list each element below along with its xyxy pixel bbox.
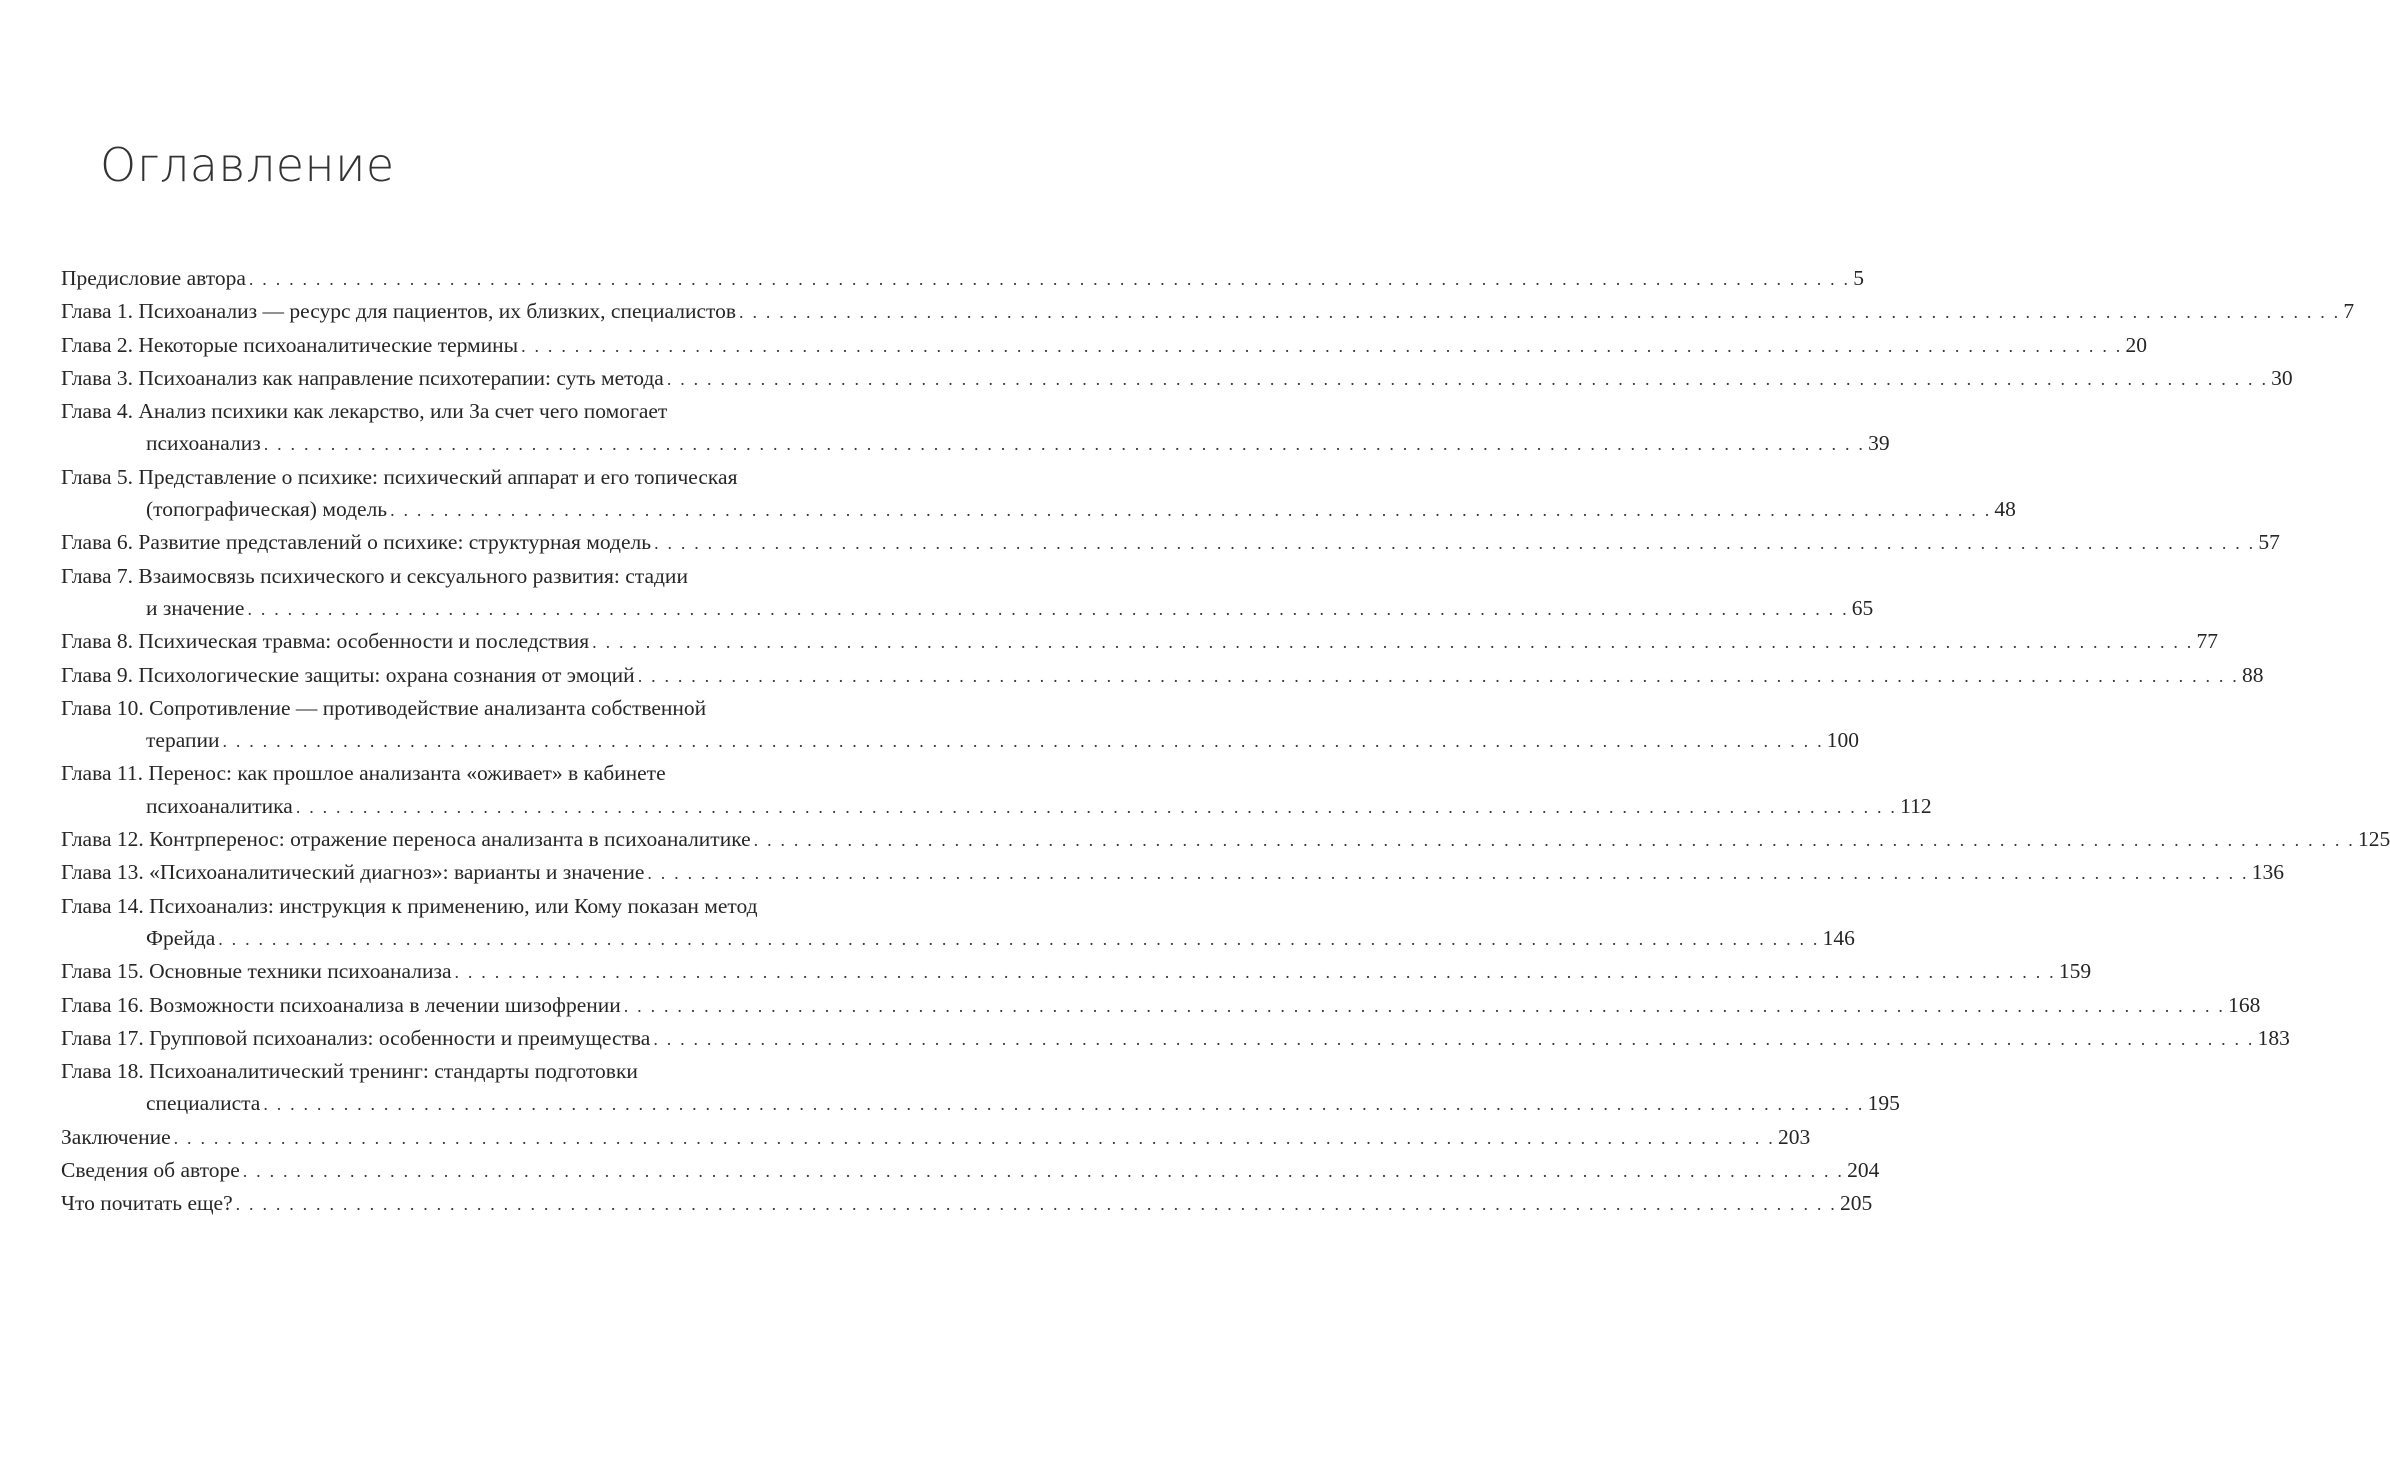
toc-entry-line (61, 823, 2390, 856)
toc-entry-line (61, 790, 1932, 823)
toc-entry (61, 362, 2293, 395)
toc-entry-title: Фрейда (146, 925, 216, 950)
toc-entry-page: 65 (1851, 595, 1874, 620)
dot-leader: . . . . . . . . . . . . . . . . . . . . . . . . . . . . . . . . . . . . . . . . . . . . . . . . . . . . . . . . . . . . . . . . . . . . . . . . . . . . . . . . . . . . . . . . . . . . . . . . . . . . . . . . . . . . . . . . . . . . . . . . (666, 368, 2269, 389)
toc-entry (61, 757, 1932, 823)
toc-entry-page: 205 (1839, 1191, 1873, 1216)
toc-entry-page: 146 (1822, 925, 1855, 950)
toc-entry (61, 262, 1864, 295)
toc-entry-title: терапии (146, 728, 220, 753)
toc-entry-line (61, 592, 1874, 625)
toc-entry-line (61, 625, 2218, 658)
toc-entry-line (61, 856, 2284, 889)
toc-entry-page: 183 (2257, 1025, 2290, 1050)
toc-entry-line (61, 427, 1890, 460)
toc-entry-page: 20 (2125, 332, 2147, 357)
toc-entry (61, 989, 2261, 1022)
toc-entry-page: 112 (1900, 793, 1932, 818)
dot-leader: . . . . . . . . . . . . . . . . . . . . . . . . . . . . . . . . . . . . . . . . . . . . . . . . . . . . . . . . . . . . . . . . . . . . . . . . . . . . . . . . . . . . . . . . . . . . . . . . . . . . . . . . . . . . . . . . . . . . . . . . (247, 598, 1849, 619)
toc-entry-line (61, 526, 2280, 559)
toc-entry-title: Глава 9. Психологические защиты: охрана сознания от эмоций (61, 662, 635, 687)
toc-entry (61, 1121, 1811, 1154)
toc-entry-title: Глава 18. Психоаналитический тренинг: стандарты подготовки (61, 1059, 638, 1084)
toc-entry-page: 195 (1867, 1091, 1900, 1116)
toc-entry-page: 5 (1853, 266, 1864, 290)
dot-leader: . . . . . . . . . . . . . . . . . . . . . . . . . . . . . . . . . . . . . . . . . . . . . . . . . . . . . . . . . . . . . . . . . . . . . . . . . . . . . . . . . . . . . . . . . . . . . . . . . . . . . . . . . . . . . . . . . . . . . . . . (521, 335, 2123, 356)
toc-entry-page: 48 (1994, 497, 2016, 522)
dot-leader: . . . . . . . . . . . . . . . . . . . . . . . . . . . . . . . . . . . . . . . . . . . . . . . . . . . . . . . . . . . . . . . . . . . . . . . . . . . . . . . . . . . . . . . . . . . . . . . . . . . . . . . . . . . . . . . . . . . . . . . . (295, 796, 1898, 817)
toc-entry-title: Глава 13. «Психоаналитический диагноз»: варианты и значение (61, 860, 645, 885)
toc-entry-line (61, 1187, 1873, 1220)
toc-entry-page: 168 (2228, 992, 2261, 1017)
toc-entry-title: психоаналитика (146, 793, 293, 818)
toc-entry-page: 159 (2058, 959, 2092, 984)
dot-leader: . . . . . . . . . . . . . . . . . . . . . . . . . . . . . . . . . . . . . . . . . . . . . . . . . . . . . . . . . . . . . . . . . . . . . . . . . . . . . . . . . . . . . . . . . . . . . . . . . . . . . . . . . . . . . . . . . . . . . . . . (592, 632, 2194, 653)
toc-entry (61, 955, 2092, 988)
toc-entry-title: Глава 12. Контрперенос: отражение переноса анализанта в психоаналитике (61, 827, 751, 852)
toc-entry (61, 329, 2147, 362)
toc-entry-page: 100 (1826, 728, 1860, 753)
toc-entry-line (61, 1154, 1880, 1187)
toc-entry-line (61, 724, 1860, 757)
dot-leader: . . . . . . . . . . . . . . . . . . . . . . . . . . . . . . . . . . . . . . . . . . . . . . . . . . . . . . . . . . . . . . . . . . . . . . . . . . . . . . . . . . . . . . . . . . . . . . . . . . . . . . . . . . . . . . . . . . . . . . . . (653, 1028, 2255, 1049)
toc-entry-title: Глава 4. Анализ психики как лекарство, или За счет чего помогает (61, 399, 668, 424)
toc-entry-title: Глава 6. Развитие представлений о психике: структурная модель (61, 530, 652, 555)
toc-entry-title: Глава 1. Психоанализ — ресурс для пациентов, их близких, специалистов (61, 299, 737, 324)
toc-entry-page: 125 (2357, 827, 2390, 852)
dot-leader: . . . . . . . . . . . . . . . . . . . . . . . . . . . . . . . . . . . . . . . . . . . . . . . . . . . . . . . . . . . . . . . . . . . . . . . . . . . . . . . . . . . . . . . . . . . . . . . . . . . . . . . . . . . . . . . . . . . . . . . . (248, 269, 1851, 289)
toc-entry (61, 1154, 1880, 1187)
toc-entry (61, 1022, 2290, 1055)
toc-entry-title: Глава 7. Взаимосвязь психического и сексуального развития: стадии (61, 563, 688, 588)
toc-entry (61, 526, 2280, 559)
dot-leader: . . . . . . . . . . . . . . . . . . . . . . . . . . . . . . . . . . . . . . . . . . . . . . . . . . . . . . . . . . . . . . . . . . . . . . . . . . . . . . . . . . . . . . . . . . . . . . . . . . . . . . . . . . . . . . . . . . . . . . . . (623, 995, 2226, 1016)
page-title: Оглавление (100, 138, 395, 192)
toc-entry-line (61, 493, 2016, 526)
dot-leader: . . . . . . . . . . . . . . . . . . . . . . . . . . . . . . . . . . . . . . . . . . . . . . . . . . . . . . . . . . . . . . . . . . . . . . . . . . . . . . . . . . . . . . . . . . . . . . . . . . . . . . . . . . . . . . . . . . . . . . . . (390, 500, 1992, 521)
toc-entry-title: психоанализ (146, 431, 261, 456)
toc-entry-title: Глава 8. Психическая травма: особенности и последствия (61, 629, 590, 654)
toc-entry-line (61, 295, 2355, 328)
toc-entry (61, 560, 1874, 626)
toc-entry-title: Глава 16. Возможности психоанализа в лечении шизофрении (61, 992, 621, 1017)
toc-entry-line (61, 329, 2147, 362)
dot-leader: . . . . . . . . . . . . . . . . . . . . . . . . . . . . . . . . . . . . . . . . . . . . . . . . . . . . . . . . . . . . . . . . . . . . . . . . . . . . . . . . . . . . . . . . . . . . . . . . . . . . . . . . . . . . . . . . . . . . . . . . (647, 863, 2249, 884)
toc-entry-page: 57 (2258, 530, 2280, 555)
table-of-contents (61, 262, 2390, 1221)
dot-leader: . . . . . . . . . . . . . . . . . . . . . . . . . . . . . . . . . . . . . . . . . . . . . . . . . . . . . . . . . . . . . . . . . . . . . . . . . . . . . . . . . . . . . . . . . . . . . . . . . . . . . . . . . . . . . . . . . . . . . . . . (454, 962, 2056, 983)
toc-entry-title: Заключение (61, 1124, 171, 1149)
dot-leader: . . . . . . . . . . . . . . . . . . . . . . . . . . . . . . . . . . . . . . . . . . . . . . . . . . . . . . . . . . . . . . . . . . . . . . . . . . . . . . . . . . . . . . . . . . . . . . . . . . . . . . . . . . . . . . . . . . . . . . . . (173, 1127, 1775, 1148)
dot-leader: . . . . . . . . . . . . . . . . . . . . . . . . . . . . . . . . . . . . . . . . . . . . . . . . . . . . . . . . . . . . . . . . . . . . . . . . . . . . . . . . . . . . . . . . . . . . . . . . . . . . . . . . . . . . . . . . . . . . . . . . (263, 1094, 1865, 1115)
toc-entry (61, 295, 2355, 328)
toc-entry-title: Глава 3. Психоанализ как направление психотерапии: суть метода (61, 365, 664, 390)
toc-entry (61, 856, 2284, 889)
dot-leader: . . . . . . . . . . . . . . . . . . . . . . . . . . . . . . . . . . . . . . . . . . . . . . . . . . . . . . . . . . . . . . . . . . . . . . . . . . . . . . . . . . . . . . . . . . . . . . . . . . . . . . . . . . . . . . . . . . . . . . . . (263, 434, 1866, 455)
toc-entry (61, 692, 1860, 758)
toc-entry-line (61, 362, 2293, 395)
dot-leader: . . . . . . . . . . . . . . . . . . . . . . . . . . . . . . . . . . . . . . . . . . . . . . . . . . . . . . . . . . . . . . . . . . . . . . . . . . . . . . . . . . . . . . . . . . . . . . . . . . . . . . . . . . . . . . . . . . . . . . . . (218, 928, 1820, 949)
toc-entry (61, 461, 2016, 527)
toc-entry-line (61, 955, 2092, 988)
toc-entry-title: Глава 5. Представление о психике: психический аппарат и его топическая (61, 464, 738, 489)
toc-entry (61, 659, 2264, 692)
toc-entry-title: Сведения об авторе (61, 1158, 240, 1183)
toc-entry-page: 7 (2343, 299, 2355, 324)
toc-entry-title: Глава 14. Психоанализ: инструкция к применению, или Кому показан метод (61, 893, 758, 918)
toc-entry-page: 204 (1847, 1158, 1880, 1183)
toc-entry-line (61, 659, 2264, 692)
toc-entry-page: 203 (1777, 1124, 1811, 1149)
toc-entry-title: Глава 2. Некоторые психоаналитические термины (61, 332, 519, 357)
toc-entry-title: Глава 17. Групповой психоанализ: особенности и преимущества (61, 1025, 651, 1050)
toc-entry-line (61, 1022, 2290, 1055)
toc-entry-title: Что почитать еще? (61, 1191, 233, 1216)
toc-entry-line (61, 262, 1864, 295)
toc-entry (61, 1055, 1900, 1121)
dot-leader: . . . . . . . . . . . . . . . . . . . . . . . . . . . . . . . . . . . . . . . . . . . . . . . . . . . . . . . . . . . . . . . . . . . . . . . . . . . . . . . . . . . . . . . . . . . . . . . . . . . . . . . . . . . . . . . . . . . . . . . . (654, 533, 2256, 554)
toc-entry (61, 1187, 1873, 1220)
toc-entry-line (61, 922, 1855, 955)
toc-entry-page: 136 (2251, 860, 2284, 885)
toc-entry (61, 823, 2390, 856)
dot-leader: . . . . . . . . . . . . . . . . . . . . . . . . . . . . . . . . . . . . . . . . . . . . . . . . . . . . . . . . . . . . . . . . . . . . . . . . . . . . . . . . . . . . . . . . . . . . . . . . . . . . . . . . . . . . . . . . . . . . . . . . (222, 731, 1824, 752)
toc-entry-title: (топографическая) модель (146, 497, 388, 522)
toc-entry-title: Глава 15. Основные техники психоанализа (61, 959, 452, 984)
dot-leader: . . . . . . . . . . . . . . . . . . . . . . . . . . . . . . . . . . . . . . . . . . . . . . . . . . . . . . . . . . . . . . . . . . . . . . . . . . . . . . . . . . . . . . . . . . . . . . . . . . . . . . . . . . . . . . . . . . . . . . . . (637, 665, 2239, 686)
toc-entry-line (61, 989, 2261, 1022)
toc-entry-title: Глава 10. Сопротивление — противодействие анализанта собственной (61, 695, 707, 720)
toc-entry-line (61, 1087, 1900, 1120)
toc-entry-page: 88 (2242, 662, 2264, 687)
toc-entry-page: 77 (2196, 629, 2218, 654)
toc-entry-title: и значение (146, 595, 245, 620)
toc-entry (61, 395, 1890, 461)
toc-entry-page: 30 (2271, 365, 2293, 390)
toc-entry (61, 890, 1855, 956)
toc-entry-title: Предисловие автора (61, 266, 246, 290)
toc-entry (61, 625, 2218, 658)
dot-leader: . . . . . . . . . . . . . . . . . . . . . . . . . . . . . . . . . . . . . . . . . . . . . . . . . . . . . . . . . . . . . . . . . . . . . . . . . . . . . . . . . . . . . . . . . . . . . . . . . . . . . . . . . . . . . . . . . . . . . . . . (739, 302, 2341, 323)
toc-entry-title: специалиста (146, 1091, 261, 1116)
dot-leader: . . . . . . . . . . . . . . . . . . . . . . . . . . . . . . . . . . . . . . . . . . . . . . . . . . . . . . . . . . . . . . . . . . . . . . . . . . . . . . . . . . . . . . . . . . . . . . . . . . . . . . . . . . . . . . . . . . . . . . . . (235, 1194, 1837, 1215)
dot-leader: . . . . . . . . . . . . . . . . . . . . . . . . . . . . . . . . . . . . . . . . . . . . . . . . . . . . . . . . . . . . . . . . . . . . . . . . . . . . . . . . . . . . . . . . . . . . . . . . . . . . . . . . . . . . . . . . . . . . . . . . (242, 1161, 1845, 1182)
toc-entry-line (61, 1121, 1811, 1154)
dot-leader: . . . . . . . . . . . . . . . . . . . . . . . . . . . . . . . . . . . . . . . . . . . . . . . . . . . . . . . . . . . . . . . . . . . . . . . . . . . . . . . . . . . . . . . . . . . . . . . . . . . . . . . . . . . . . . . . . . . . . . . . (753, 830, 2355, 851)
toc-entry-page: 39 (1868, 431, 1890, 456)
toc-entry-title: Глава 11. Перенос: как прошлое анализанта «оживает» в кабинете (61, 761, 666, 786)
